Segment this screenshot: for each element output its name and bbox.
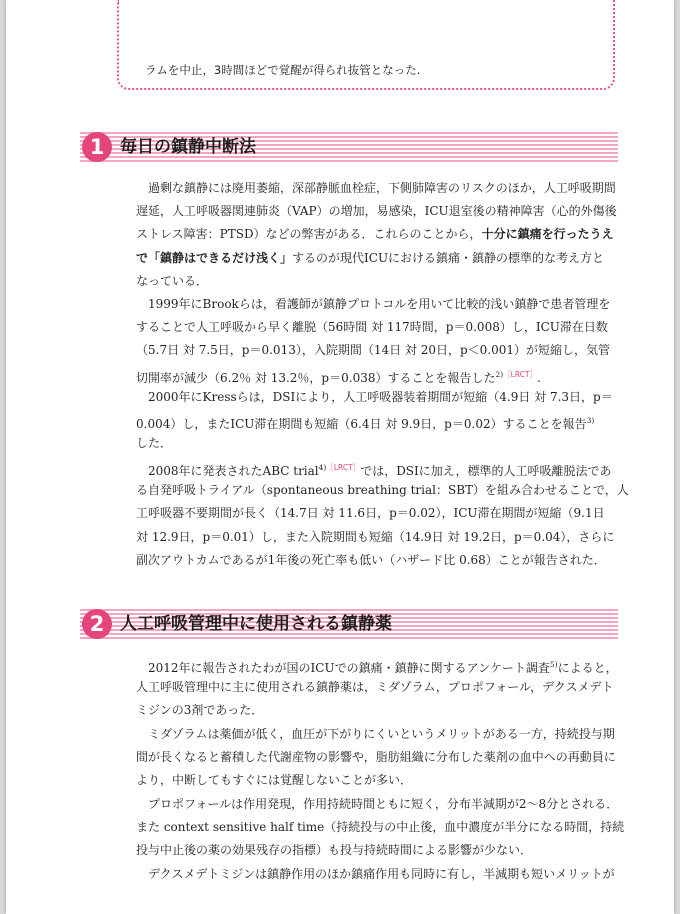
- text-line: [136, 223, 616, 246]
- section-number-badge: 2: [82, 609, 112, 639]
- body-paragraph: [136, 863, 616, 886]
- text-line: [136, 177, 616, 200]
- text-run: するのが現代ICUにおける鎮痛・鎮静の標準的な考え方と: [292, 250, 605, 265]
- text-line: [136, 839, 616, 862]
- text-line: [136, 270, 616, 293]
- text-run: 人工呼吸管理中に主に使用される鎮静薬は，ミダゾラム，プロポフォール，デクスメデト: [136, 680, 614, 695]
- text-run: ストレス障害：PTSD）などの弊害がある．これらのことから，: [136, 227, 482, 242]
- text-line: [136, 863, 616, 886]
- text-line: [136, 339, 616, 362]
- text-line: [136, 769, 616, 792]
- text-line: [136, 247, 616, 270]
- text-run: では，DSIに加え，標準的人工呼吸離脱法であ: [360, 464, 612, 478]
- citation-number: 5): [549, 660, 558, 669]
- text-line: [136, 653, 616, 676]
- body-paragraph: [136, 653, 616, 723]
- text-line: [136, 723, 616, 746]
- text-run: 過剰な鎮静には廃用萎縮，深部静脈血栓症，下側肺障害のリスクのほか，人工呼吸期間: [136, 181, 616, 195]
- body-paragraph: [136, 293, 616, 386]
- text-run: なっている．: [136, 273, 209, 288]
- text-line: [136, 793, 619, 816]
- text-line: [136, 526, 616, 549]
- text-run: 0.004）し，またICU滞在期間も短縮（6.4日 対 9.9日，p＝0.02）することを報告: [136, 417, 587, 432]
- text-line: [136, 699, 616, 722]
- body-paragraph: [136, 793, 625, 863]
- text-line: [136, 316, 616, 339]
- citation-number: 2): [495, 369, 504, 379]
- body-paragraph: [136, 386, 616, 456]
- text-line: [136, 386, 616, 409]
- text-line: [136, 456, 616, 479]
- text-line: [136, 409, 616, 432]
- text-run: 2000年にKressらは，DSIにより，人工呼吸器装着期間が短縮（4.9日 対 7.3日，p＝: [136, 390, 613, 404]
- section-heading-1: [80, 130, 618, 164]
- text-line: [136, 363, 616, 386]
- text-line: [136, 432, 616, 455]
- text-run: また context sensitive half time（持続投与の中止後，血中濃度が半分になる時間，持続: [136, 820, 625, 835]
- text-run: によると，: [557, 661, 618, 675]
- body-paragraph: [136, 177, 616, 293]
- text-run: 遅延，人工呼吸器関連肺炎（VAP）の増加，易感染，ICU退室後の精神障害（心的外傷後: [136, 204, 617, 219]
- text-run: した．: [136, 436, 173, 451]
- text-line: [136, 816, 625, 839]
- evidence-level-tag: ［LRCT］: [503, 369, 538, 379]
- text-run: 対 12.9日，p＝0.01）し，また入院期間も短縮（14.9日 対 19.2日，p＝0.04），さらに: [136, 529, 615, 544]
- citation-number: 4): [318, 463, 327, 472]
- section-title: 毎日の鎮静中断法: [120, 137, 256, 157]
- case-box-tail: [117, 0, 615, 90]
- text-run: デクスメデトミジンは鎮静作用のほか鎮痛作用も同時に有し，半減期も短いメリットが: [136, 867, 615, 881]
- section-heading-2: [80, 607, 618, 641]
- page: [6, 0, 674, 914]
- text-line: [136, 200, 616, 223]
- text-run: 投与中止後の薬の効果残存の指標）も投与持続時間による影響が少ない．: [136, 843, 533, 858]
- section-title: 人工呼吸管理中に使用される鎮静薬: [120, 614, 392, 634]
- text-run: 2008年に発表されたABC trial: [136, 464, 319, 478]
- text-run: る自発呼吸トライアル（spontaneous breathing trial：SBT）を組み合わせることで，人: [136, 483, 629, 498]
- text-line: [136, 549, 616, 572]
- citation-number: 3): [586, 416, 595, 426]
- case-box-text: ラムを中止，3時間ほどで覚醒が得られ抜管となった.: [145, 63, 421, 77]
- text-line: [136, 746, 616, 769]
- text-run: 工呼吸器不要期間が長く（14.7日 対 11.6日，p＝0.02），ICU滞在期間が短縮（9.1日: [136, 506, 605, 521]
- text-line: [136, 676, 616, 699]
- text-run: ミジンの3剤であった．: [136, 703, 264, 718]
- section-number-badge: 1: [82, 132, 112, 162]
- text-run: することで人工呼吸から早く離脱（56時間 対 117時間，p＝0.008）し，ICU滞在日数: [136, 320, 608, 335]
- text-run: プロポフォールは作用発現，作用持続時間ともに短く，分布半減期が2～8分とされる．: [136, 797, 619, 811]
- body-paragraph: [136, 723, 616, 793]
- text-run: .: [537, 370, 541, 385]
- text-run: 間が長くなると蓄積した代謝産物の影響や，脂肪組織に分布した薬剤の血中への再動員に: [136, 750, 616, 765]
- text-line: [136, 293, 616, 316]
- text-line: [136, 502, 616, 525]
- text-run: より，中断してもすぐには覚醒しないことが多い．: [136, 773, 413, 788]
- text-run: （5.7日 対 7.5日，p＝0.013），入院期間（14日 対 20日，p＜0.001）が短縮し，気管: [136, 343, 611, 358]
- text-run: 切開率が減少（6.2％ 対 13.2％，p＝0.038）することを報告した: [136, 370, 496, 385]
- emphasis-text: 十分に鎮痛を行ったうえ: [481, 227, 614, 242]
- text-run: 副次アウトカムであるが1年後の死亡率も低い（ハザード比 0.68）ことが報告された．: [136, 552, 606, 567]
- body-paragraph: [136, 456, 629, 572]
- text-run: ミダゾラムは薬価が低く，血圧が下がりにくいというメリットがある一方，持続投与期: [136, 727, 615, 741]
- emphasis-text: で「鎮静はできるだけ浅く」: [136, 250, 293, 265]
- evidence-level-tag: ［LRCT］: [326, 463, 361, 472]
- text-run: 2012年に報告されたわが国のICUでの鎮痛・鎮静に関するアンケート調査: [136, 661, 550, 675]
- text-line: [136, 479, 629, 502]
- text-run: 1999年にBrookらは，看護師が鎮静プロトコルを用いて比較的浅い鎮静で患者管理を: [136, 297, 611, 311]
